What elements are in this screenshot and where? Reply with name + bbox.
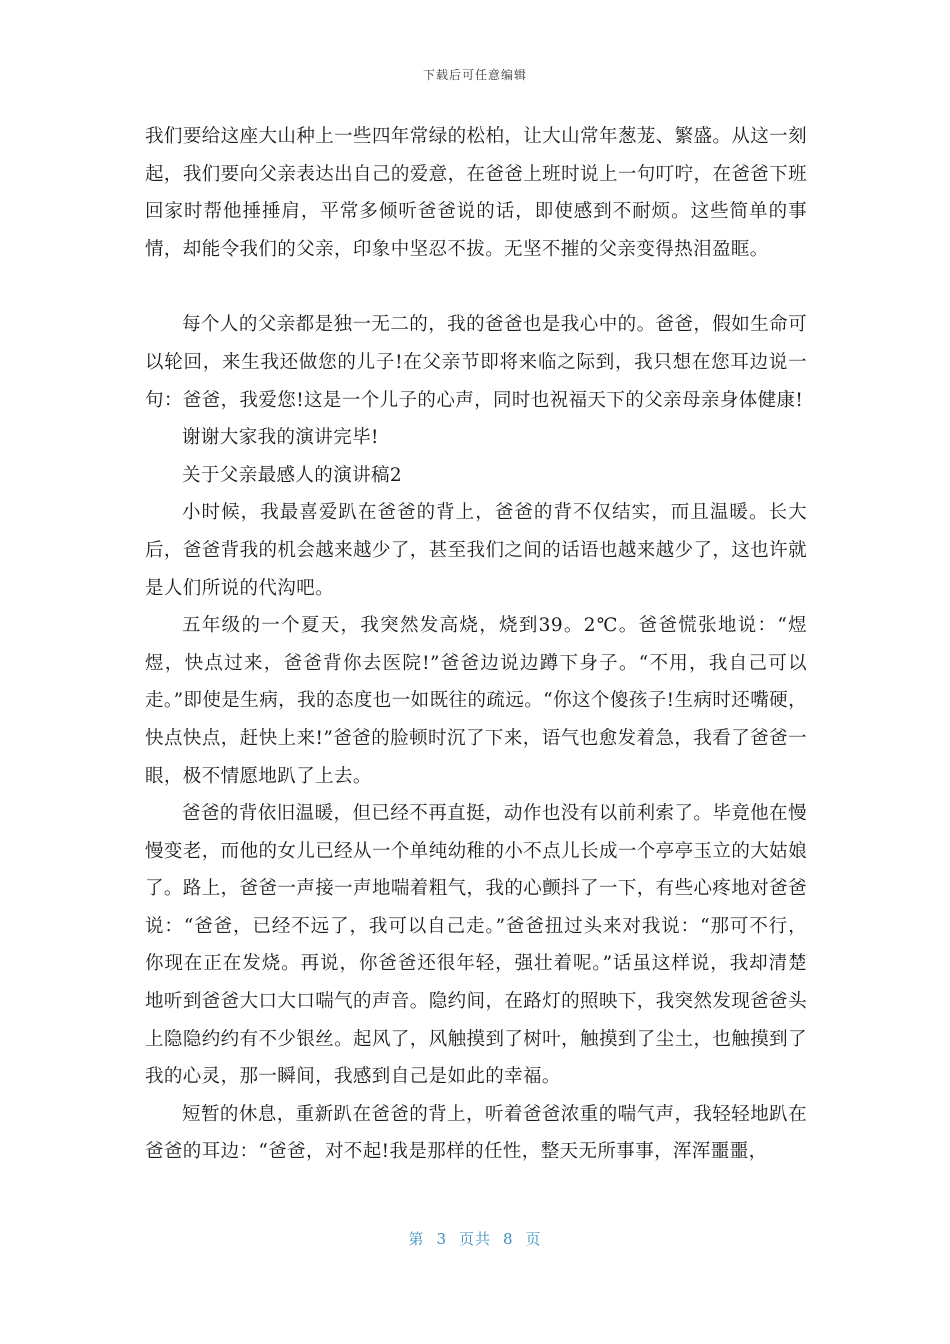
footer-total-pages: 8 [503, 1230, 514, 1248]
paragraph: 我们要给这座大山种上一些四年常绿的松柏，让大山常年葱茏、繁盛。从这一刻起，我们要向父亲表达出自己的爱意，在爸爸上班时说上一句叮咛，在爸爸下班回家时帮他捶捶肩，平常多倾听爸爸说的话，即使感到不耐烦。这些简单的事情，却能令我们的父亲，印象中坚忍不拔。无坚不摧的父亲变得热泪盈眶。 [145, 126, 807, 260]
section-title: 关于父亲最感人的演讲稿2 [182, 464, 403, 486]
paragraph: 短暂的休息，重新趴在爸爸的背上，听着爸爸浓重的喘气声，我轻轻地趴在爸爸的耳边：“爸爸，对不起!我是那样的任性，整天无所事事，浑浑噩噩， [145, 1103, 807, 1163]
footer-current-page: 3 [436, 1230, 447, 1248]
footer-label-end: 页 [525, 1230, 542, 1248]
page-header: 下载后可任意编辑 [422, 68, 527, 82]
closing-line: 谢谢大家我的演讲完毕! [182, 427, 379, 449]
paragraph: 小时候，我最喜爱趴在爸爸的背上，爸爸的背不仅结实，而且温暖。长大后，爸爸背我的机会越来越少了，甚至我们之间的话语也越来越少了，这也许就是人们所说的代沟吧。 [145, 502, 807, 599]
paragraph-spacer [145, 268, 807, 306]
footer-label-page: 第 [408, 1230, 425, 1248]
paragraph: 爸爸的背依旧温暖，但已经不再直挺，动作也没有以前利索了。毕竟他在慢慢变老，而他的女儿已经从一个单纯幼稚的小不点儿长成一个亭亭玉立的大姑娘了。路上，爸爸一声接一声地喘着粗气，我的心颤抖了一下，有些心疼地对爸爸说：“爸爸，已经不远了，我可以自己走。”爸爸扭过头来对我说：“那可不行，你现在正在发烧。再说，你爸爸还很年轻，强壮着呢。”话虽这样说，我却清楚地听到爸爸大口大口喘气的声音。隐约间，在路灯的照映下，我突然发现爸爸头上隐隐约约有不少银丝。起风了，风触摸到了树叶，触摸到了尘土，也触摸到了我的心灵，那一瞬间，我感到自己是如此的幸福。 [145, 803, 807, 1088]
paragraph: 每个人的父亲都是独一无二的，我的爸爸也是我心中的。爸爸，假如生命可以轮回，来生我还做您的儿子!在父亲节即将来临之际到，我只想在您耳边说一句：爸爸，我爱您!这是一个儿子的心声，同时也祝福天下的父亲母亲身体健康! [145, 314, 807, 411]
footer-label-of: 页共 [458, 1230, 491, 1248]
document-body [145, 118, 807, 1171]
paragraph: 五年级的一个夏天，我突然发高烧，烧到39。2℃。爸爸慌张地说：“煜煜，快点过来，爸爸背你去医院!”爸爸边说边蹲下身子。“不用，我自己可以走。”即使是生病，我的态度也一如既往的疏远。“你这个傻孩子!生病时还嘴硬，快点快点，赶快上来!”爸爸的脸顿时沉了下来，语气也愈发着急，我看了爸爸一眼，极不情愿地趴了上去。 [145, 615, 807, 787]
page-footer [0, 1228, 950, 1249]
